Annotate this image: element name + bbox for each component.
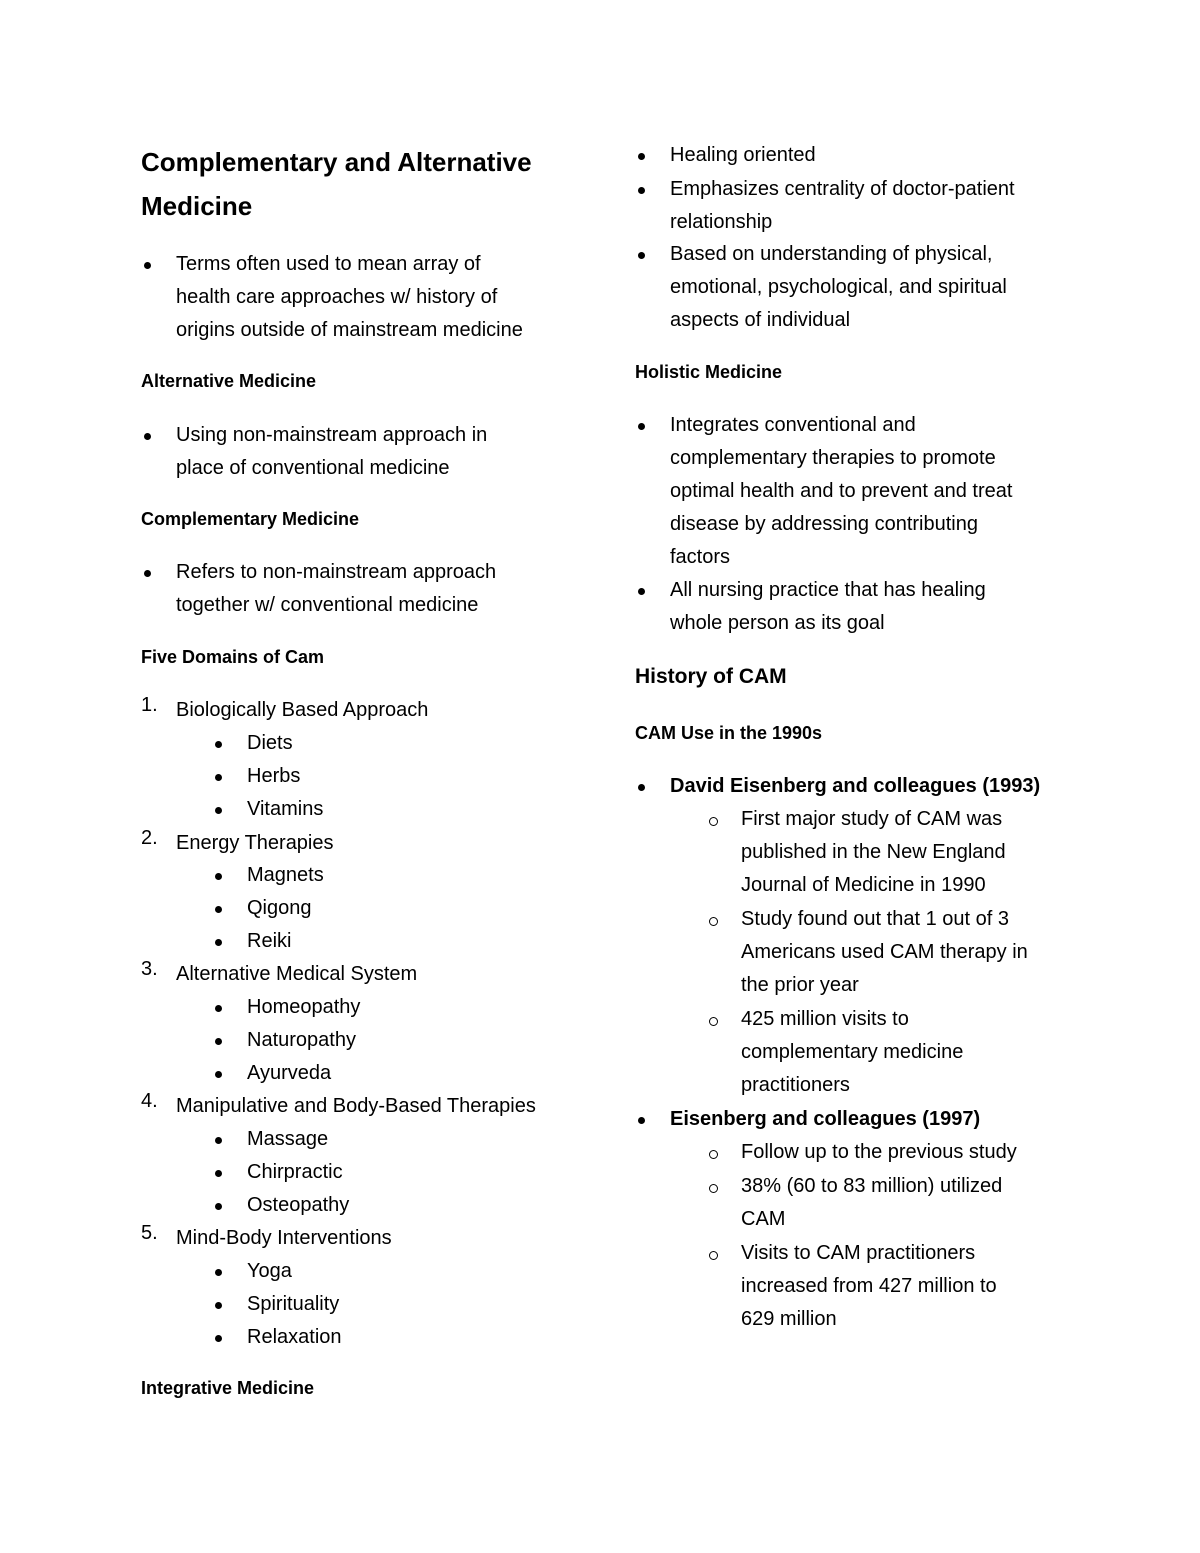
domain-sub: Qigong: [247, 897, 312, 919]
holistic-line: All nursing practice that has healing: [670, 579, 986, 601]
study-line: increased from 427 million to: [741, 1275, 997, 1297]
integrative-line: relationship: [670, 211, 773, 233]
bullet-icon: [215, 774, 222, 781]
bullet-icon: [638, 1117, 645, 1124]
domain-label: Energy Therapies: [176, 832, 334, 854]
integrative-line: Based on understanding of physical,: [670, 243, 993, 265]
integrative-item: [670, 173, 1015, 239]
domain-sub: Vitamins: [247, 798, 324, 820]
domain-sub: Relaxation: [247, 1326, 342, 1348]
list-number: 4.: [141, 1090, 158, 1112]
intro-line: origins outside of mainstream medicine: [176, 319, 523, 341]
study-line: published in the New England: [741, 841, 1006, 863]
domain-sub: Magnets: [247, 864, 324, 886]
bullet-icon: [144, 570, 151, 577]
holistic-item: [670, 409, 1012, 574]
domain-sub: Naturopathy: [247, 1029, 356, 1051]
bullet-icon: [144, 433, 151, 440]
alternative-heading: Alternative Medicine: [141, 371, 317, 391]
alternative-line: Using non-mainstream approach in: [176, 424, 488, 446]
study-line: Journal of Medicine in 1990: [741, 874, 986, 896]
bullet-icon: [638, 187, 645, 194]
title-line: Complementary and Alternative: [141, 147, 532, 177]
list-number: 3.: [141, 958, 158, 980]
bullet-icon: [144, 262, 151, 269]
holistic-line: factors: [670, 546, 731, 568]
study-point: [741, 1003, 963, 1102]
domain-label: Mind-Body Interventions: [176, 1227, 392, 1249]
study-point: [741, 903, 1028, 1002]
study-point: Follow up to the previous study: [741, 1141, 1017, 1163]
domain-sub: Chirpractic: [247, 1161, 343, 1183]
domain-sub: Ayurveda: [247, 1062, 332, 1084]
bullet-icon: [215, 1203, 222, 1210]
integrative-line: aspects of individual: [670, 309, 851, 331]
bullet-icon: [215, 1137, 222, 1144]
bullet-icon: [215, 906, 222, 913]
study-line: complementary medicine: [741, 1041, 964, 1063]
bullet-icon: [638, 153, 645, 160]
intro-line: Terms often used to mean array of: [176, 253, 481, 275]
integrative-item: Healing oriented: [670, 144, 816, 166]
study-line: Visits to CAM practitioners: [741, 1242, 976, 1264]
holistic-line: disease by addressing contributing: [670, 513, 978, 535]
circle-bullet-icon: [709, 817, 718, 826]
history-heading: History of CAM: [635, 665, 787, 688]
integrative-heading: Integrative Medicine: [141, 1378, 315, 1398]
study-title: Eisenberg and colleagues (1997): [670, 1108, 981, 1130]
holistic-line: whole person as its goal: [670, 612, 885, 634]
circle-bullet-icon: [709, 917, 718, 926]
page-title: [141, 140, 532, 228]
integrative-line: Emphasizes centrality of doctor-patient: [670, 178, 1015, 200]
study-line: CAM: [741, 1208, 786, 1230]
integrative-line: emotional, psychological, and spiritual: [670, 276, 1007, 298]
list-number: 5.: [141, 1222, 158, 1244]
study-line: Americans used CAM therapy in: [741, 941, 1028, 963]
study-title: David Eisenberg and colleagues (1993): [670, 775, 1041, 797]
domain-label: Biologically Based Approach: [176, 699, 429, 721]
circle-bullet-icon: [709, 1184, 718, 1193]
study-point: [741, 803, 1006, 902]
bullet-icon: [215, 1005, 222, 1012]
bullet-icon: [215, 1335, 222, 1342]
domain-label: Alternative Medical System: [176, 963, 418, 985]
integrative-item: [670, 238, 1007, 337]
bullet-icon: [638, 252, 645, 259]
complementary-line: Refers to non-mainstream approach: [176, 561, 497, 583]
holistic-line: complementary therapies to promote: [670, 447, 996, 469]
bullet-icon: [215, 807, 222, 814]
bullet-icon: [215, 939, 222, 946]
domain-sub: Diets: [247, 732, 293, 754]
holistic-line: optimal health and to prevent and treat: [670, 480, 1013, 502]
study-line: the prior year: [741, 974, 859, 996]
bullet-icon: [638, 423, 645, 430]
list-number: 2.: [141, 827, 158, 849]
study-line: 629 million: [741, 1308, 837, 1330]
circle-bullet-icon: [709, 1251, 718, 1260]
complementary-heading: Complementary Medicine: [141, 509, 360, 529]
study-line: practitioners: [741, 1074, 850, 1096]
domain-sub: Reiki: [247, 930, 292, 952]
domain-sub: Osteopathy: [247, 1194, 350, 1216]
study-line: Study found out that 1 out of 3: [741, 908, 1009, 930]
intro-text: [176, 248, 523, 347]
domain-sub: Homeopathy: [247, 996, 361, 1018]
domain-sub: Massage: [247, 1128, 329, 1150]
study-line: 38% (60 to 83 million) utilized: [741, 1175, 1003, 1197]
holistic-heading: Holistic Medicine: [635, 362, 783, 382]
bullet-icon: [215, 873, 222, 880]
list-number: 1.: [141, 694, 158, 716]
bullet-icon: [215, 1302, 222, 1309]
domain-sub: Herbs: [247, 765, 301, 787]
bullet-icon: [215, 1038, 222, 1045]
bullet-icon: [215, 1071, 222, 1078]
intro-line: health care approaches w/ history of: [176, 286, 498, 308]
history-subheading: CAM Use in the 1990s: [635, 723, 823, 743]
study-point: [741, 1237, 997, 1336]
bullet-icon: [638, 784, 645, 791]
study-point: [741, 1170, 1002, 1236]
complementary-line: together w/ conventional medicine: [176, 594, 479, 616]
title-line: Medicine: [141, 191, 253, 221]
domain-sub: Spirituality: [247, 1293, 340, 1315]
circle-bullet-icon: [709, 1150, 718, 1159]
study-line: First major study of CAM was: [741, 808, 1003, 830]
bullet-icon: [215, 1269, 222, 1276]
circle-bullet-icon: [709, 1017, 718, 1026]
bullet-icon: [215, 741, 222, 748]
domain-sub: Yoga: [247, 1260, 292, 1282]
bullet-icon: [638, 588, 645, 595]
bullet-icon: [215, 1170, 222, 1177]
holistic-item: [670, 574, 986, 640]
domains-heading: Five Domains of Cam: [141, 647, 325, 667]
domain-label: Manipulative and Body-Based Therapies: [176, 1095, 536, 1117]
alternative-text: [176, 419, 487, 485]
alternative-line: place of conventional medicine: [176, 457, 450, 479]
study-line: 425 million visits to: [741, 1008, 909, 1030]
holistic-line: Integrates conventional and: [670, 414, 916, 436]
complementary-text: [176, 556, 496, 622]
